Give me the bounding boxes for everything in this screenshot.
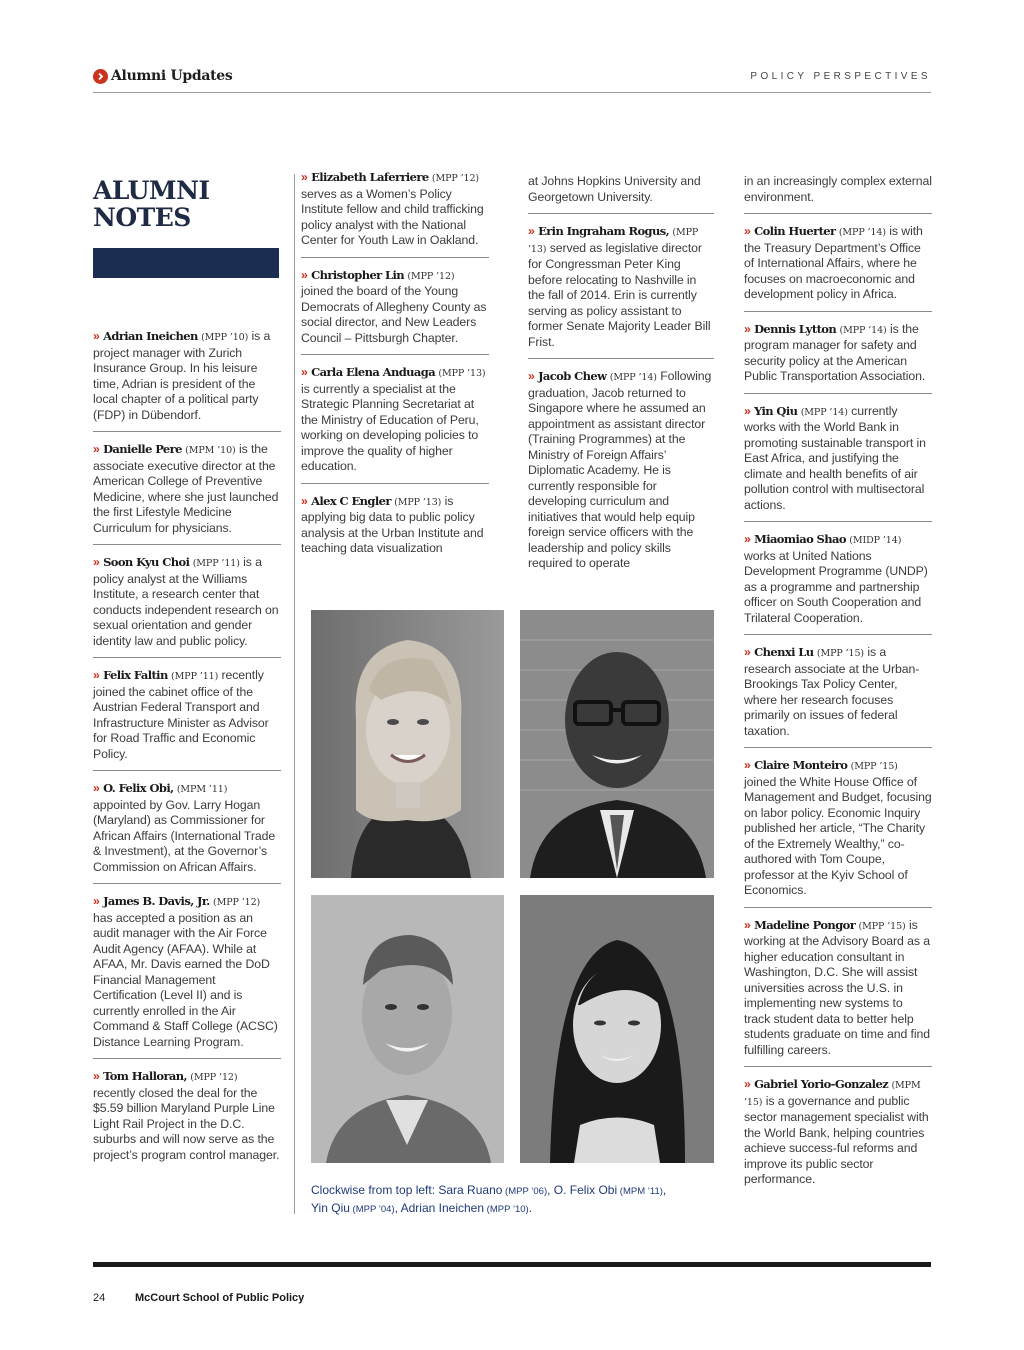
alumni-text: is currently a specialist at the Strategic Planning Secretariat at the Ministry of Education of Peru, working on developing policies to improve the quality of higher education. [301, 381, 479, 473]
caption-separator: , [394, 1201, 401, 1215]
alumni-note [93, 894, 281, 1050]
alumni-program: (MPP ’15) [816, 648, 865, 659]
page-number: 24 [93, 1292, 106, 1304]
alumni-name: James B. Davis, Jr. [103, 894, 210, 908]
divider [744, 747, 932, 748]
chevron-icon: » [744, 645, 755, 659]
alumni-note [301, 494, 489, 557]
photo-woman-dark-hair [520, 895, 714, 1163]
alumni-note [744, 224, 932, 303]
chevron-icon: » [301, 365, 312, 379]
alumni-name: Dennis Lytton [754, 321, 837, 336]
notes-column-1 [93, 329, 281, 1163]
alumni-text: is applying big data to public policy analysis at the Urban Institute and teaching data visualization [301, 493, 484, 555]
alumni-note [744, 322, 932, 385]
footer-rule [93, 1262, 931, 1267]
alumni-name: Felix Faltin [103, 668, 168, 682]
chevron-icon: » [93, 329, 104, 343]
alumni-program: (MPP ’12) [212, 897, 261, 908]
column-divider [294, 174, 295, 1214]
divider [93, 1058, 281, 1059]
notes-column-2 [301, 170, 489, 557]
alumni-text: is a research associate at the Urban-Brookings Tax Policy Center, where her research focuses primarily on issues of federal taxation. [744, 645, 920, 738]
chevron-icon: » [93, 555, 104, 569]
divider [301, 483, 489, 484]
alumni-note [93, 442, 281, 536]
chevron-icon: » [93, 894, 104, 908]
caption-person: Yin Qiu [311, 1201, 350, 1215]
divider [93, 770, 281, 771]
chevron-icon: » [744, 224, 755, 238]
alumni-program: (MPP ’13) [528, 227, 699, 255]
title-line-1: ALUMNI [93, 176, 210, 205]
alumni-name: Gabriel Yorio-Gonzalez [754, 1077, 889, 1091]
alumni-note [744, 918, 932, 1059]
alumni-name: Carla Elena Anduaga [311, 365, 436, 379]
alumni-text: currently works with the World Bank in promoting sustainable transport in East Africa, and justifying the climate and health benefits of air pollution control with multisectoral actions. [744, 403, 926, 512]
chevron-icon: » [744, 1077, 755, 1091]
divider [93, 544, 281, 545]
divider [93, 431, 281, 432]
alumni-program: (MPP ’15) [850, 761, 898, 772]
alumni-name: Miaomiao Shao [754, 532, 846, 546]
chevron-icon: » [528, 369, 539, 383]
alumni-name: Jacob Chew [538, 369, 607, 383]
alumni-note [93, 1069, 281, 1163]
alumni-note [744, 532, 932, 626]
chevron-icon: » [744, 758, 755, 772]
chevron-icon: » [93, 442, 104, 456]
alumni-name: O. Felix Obi, [103, 781, 174, 795]
caption-separator: . [528, 1201, 533, 1215]
divider [301, 257, 489, 258]
caption-person: Sara Ruano [438, 1183, 503, 1197]
alumni-note [744, 1077, 932, 1188]
section-title: Alumni Updates [111, 68, 233, 84]
chevron-icon: » [301, 493, 312, 508]
alumni-program: (MPP ’12) [407, 270, 455, 282]
alumni-text: is the associate executive director at the American College of Preventive Medicine, where she just launched the first Lifestyle Medicine Curriculum for physicians. [93, 442, 279, 535]
caption-program: (MPP ’10) [484, 1204, 529, 1215]
photo-man-smiling [311, 895, 504, 1163]
chevron-icon: » [93, 1069, 104, 1083]
alumni-program: (MPP ’11) [192, 558, 240, 569]
divider [301, 354, 489, 355]
page-title [93, 177, 210, 231]
alumni-note [93, 668, 281, 762]
caption-program: (MPP ’04) [349, 1204, 395, 1215]
alumni-text: is the program manager for safety and security policy at the American Public Transportation Association. [744, 321, 926, 383]
alumni-program: (MPP ’12) [431, 173, 480, 184]
alumni-name: Adrian Ineichen [103, 329, 198, 343]
section-label [93, 68, 232, 84]
alumni-program: (MPM ’10) [185, 445, 236, 456]
alumni-text: serves as a Women’s Policy Institute fellow and child trafficking policy analyst with the National Center for Youth Law in Oakland. [301, 186, 484, 247]
divider [744, 311, 932, 312]
alumni-name: Elizabeth Laferriere [311, 170, 429, 184]
alumni-name: Madeline Pongor [754, 917, 856, 932]
alumni-text: recently closed the deal for the $5.59 billion Maryland Purple Line Light Rail Project in the D.C. suburbs and will now serve as the project’s program control manager. [93, 1085, 280, 1162]
alumni-text: works at United Nations Development Programme (UNDP) as a programme and partnership officer on South Cooperation and Trilateral Cooperation. [744, 548, 928, 625]
alumni-text: joined the board of the Young Democrats of Allegheny County as social director, and New Leaders Council – Pittsburgh Chapter. [301, 284, 487, 345]
divider [744, 634, 932, 635]
caption-lead: Clockwise from top left: [311, 1183, 439, 1197]
divider [744, 213, 932, 214]
alumni-name: Christopher Lin [311, 267, 405, 282]
caption-separator: , [662, 1183, 667, 1197]
alumni-program: (MPP ’14) [609, 372, 657, 383]
alumni-name: Danielle Pere [103, 442, 182, 456]
alumni-program: (MPP ’14) [838, 227, 886, 238]
chevron-icon: » [93, 781, 104, 795]
alumni-text: has accepted a position as an audit manager with the Air Force Audit Agency (AFAA). While at AFAA, Mr. Davis earned the DoD Financial Management Certification (Level II) and is currently enrolled in the Air Command & Staff College (ACSC) Distance Learning Program. [93, 910, 278, 1049]
alumni-program: (MPM ’11) [176, 784, 228, 795]
divider [528, 213, 714, 214]
photo-caption [311, 1182, 711, 1218]
alumni-text: is with the Treasury Department’s Office of International Affairs, where he focuses on macroeconomic and development policy in Africa. [744, 224, 923, 301]
photo-woman-blonde [311, 610, 504, 878]
chevron-icon: » [744, 917, 755, 932]
alumni-text: is a policy analyst at the Williams Institute, a research center that conducts independent research on sexual orientation and gender identity law and public policy. [93, 555, 279, 648]
alumni-name: Colin Huerter [754, 224, 836, 238]
divider [744, 907, 932, 908]
alumni-name: Soon Kyu Choi [103, 555, 190, 569]
alumni-note [301, 170, 489, 249]
chevron-icon: » [744, 403, 755, 418]
alumni-program: (MPP ’14) [839, 324, 887, 336]
photo-man-glasses [520, 610, 714, 878]
alumni-note [93, 781, 281, 875]
divider [744, 393, 932, 394]
title-accent-bar [93, 248, 279, 278]
alumni-text: served as legislative director for Congressman Peter King before relocating to Nashville in the fall of 2014. Erin is currently serving as policy assistant to former Senate Majority Leader Bill Frist. [528, 240, 711, 349]
alumni-program: (MPP ’12) [190, 1072, 238, 1083]
alumni-name: Erin Ingraham Rogus, [538, 224, 670, 238]
alumni-text: Following graduation, Jacob returned to Singapore where he assumed an appointment as assistant director (Training Programmes) at the Ministry of Foreign Affairs’ Diplomatic Academy. He is currently responsible for developing curriculum and initiatives that would help equip foreign service officers with the leadership and policy skills required to operate [528, 369, 712, 570]
caption-program: (MPP ’06) [502, 1186, 548, 1197]
alumni-text: is a governance and public sector management specialist with the World Bank, helping countries achieve success-ful reforms and improve its public sector performance. [744, 1093, 929, 1186]
chevron-icon: » [744, 532, 755, 546]
chevron-icon: » [301, 267, 312, 282]
alumni-name: Tom Halloran, [103, 1069, 187, 1083]
divider [528, 358, 714, 359]
alumni-program: (MPP ’10) [201, 332, 249, 343]
caption-program: (MPM ’11) [617, 1186, 663, 1197]
alumni-note [93, 329, 281, 423]
school-name: McCourt School of Public Policy [135, 1292, 305, 1304]
alumni-note [301, 365, 489, 475]
alumni-text: recently joined the cabinet office of the Austrian Federal Transport and Infrastructure Minister as Advisor for Road Traffic and Economic Policy. [93, 668, 269, 761]
alumni-name: Claire Monteiro [754, 758, 848, 772]
caption-person: Adrian Ineichen [400, 1201, 485, 1215]
alumni-note [744, 645, 932, 739]
caption-separator: , [547, 1183, 554, 1197]
chevron-icon: » [93, 668, 104, 682]
alumni-name: Chenxi Lu [754, 645, 814, 659]
notes-column-4 [744, 174, 932, 1188]
magazine-name: POLICY PERSPECTIVES [750, 71, 931, 82]
alumni-program: (MIDP ’14) [849, 535, 902, 546]
alumni-program: (MPP ’11) [171, 671, 219, 682]
alumni-text: appointed by Gov. Larry Hogan (Maryland) as Commissioner for African Affairs (International Trade & Investment), at the Governor’s Commission on African Affairs. [93, 797, 276, 874]
page-header [93, 66, 931, 93]
alumni-program: (MPP ’14) [800, 406, 848, 418]
alumni-note [301, 268, 489, 347]
chevron-icon: » [744, 321, 755, 336]
divider [93, 883, 281, 884]
chevron-icon: » [528, 224, 539, 238]
alumni-program: (MPP ’13) [438, 368, 486, 379]
divider [744, 521, 932, 522]
caption-person: O. Felix Obi [553, 1183, 618, 1197]
alumni-note [93, 555, 281, 649]
alumni-name: Alex C Engler [311, 493, 391, 508]
alumni-note [528, 224, 714, 350]
divider [93, 657, 281, 658]
chevron-icon: » [301, 170, 312, 184]
alumni-name: Yin Qiu [754, 403, 798, 418]
divider [744, 1066, 932, 1067]
alumni-text: is working at the Advisory Board as a higher education consultant in Washington, D.C. She will assist universities across the U.S. in implementing new systems to track student data to better help students graduate on time and find fulfilling careers. [744, 917, 930, 1057]
alumni-program: (MPP ’13) [394, 496, 442, 508]
alumni-text: joined the White House Office of Management and Budget, focusing on labor policy. Economic Inquiry published her article, “The Charity of the Extremely Wealthy,” co-authored with Tom Coupe, professor at the Kyiv School of Economics. [744, 774, 932, 897]
continued-text: at Johns Hopkins University and Georgetown University. [528, 174, 701, 204]
alumni-note [744, 758, 932, 899]
alumni-note [744, 404, 932, 514]
alumni-program: (MPM ’15) [744, 1080, 921, 1108]
alumni-text: is a project manager with Zurich Insurance Group. In his leisure time, Adrian is president of the local chapter of a political party (FDP) in Dübendorf. [93, 329, 271, 422]
notes-column-3 [528, 174, 714, 572]
chevron-right-icon [93, 69, 108, 84]
continued-text: in an increasingly complex external environment. [744, 174, 932, 204]
title-line-2: NOTES [93, 203, 191, 232]
alumni-program: (MPP ’15) [858, 920, 906, 932]
alumni-note [528, 369, 714, 572]
